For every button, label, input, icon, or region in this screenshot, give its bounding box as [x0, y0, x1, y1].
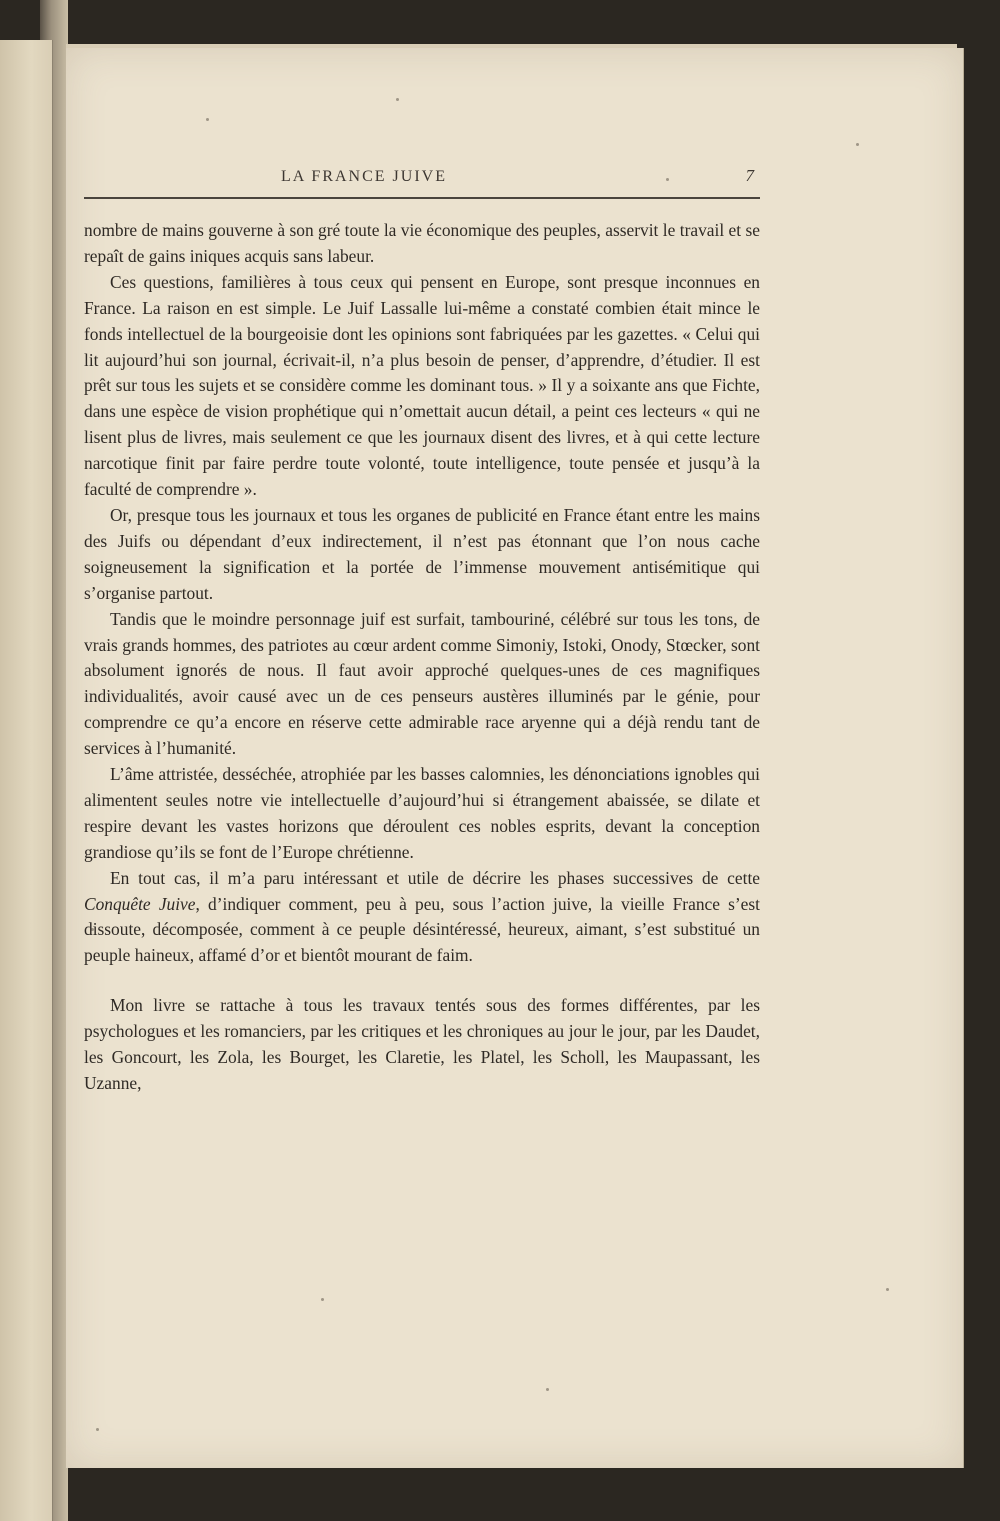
- previous-page-edge: [0, 40, 53, 1521]
- paragraph: L’âme attristée, desséchée, atrophiée par les basses calomnies, les dénonciations ignobles qui alimentent seules notre vie intellectuelle d’aujourd’hui si étrangement abaissée, se dilate et respire devant les vastes horizons que déroulent ces nobles esprits, devant la conception grandiose qu’ils se font de l’Europe chrétienne.: [84, 764, 760, 862]
- paper-speck: [886, 1288, 889, 1291]
- book-title-italic: Conquête Juive: [84, 893, 196, 914]
- paragraph: [84, 866, 760, 970]
- paper-speck: [206, 118, 209, 121]
- header-rule: [84, 197, 760, 199]
- paper-speck: [546, 1388, 549, 1391]
- paper-speck: [321, 1298, 324, 1301]
- paragraph: Or, presque tous les journaux et tous les organes de publicité en France étant entre les mains des Juifs ou dépendant d’eux indirectement, il n’est pas étonnant que l’on nous cache soigneusement la signification et la portée de l’immense mouvement antisémitique qui s’organise partout.: [84, 504, 760, 603]
- paragraph-text: En tout cas, il m’a paru intéressant et utile de décrire les phases successives de cette: [110, 867, 760, 888]
- paper-speck: [396, 98, 399, 101]
- paragraph: Ces questions, familières à tous ceux qui pensent en Europe, sont presque inconnues en France. La raison en est simple. Le Juif Lassalle lui-même a constaté combien était mince le fonds intellectuel de la bourgeoisie dont les opinions sont fabriquées par les gazettes. « Celui qui lit aujourd’hui son journal, écrivait-il, n’a plus besoin de penser, d’apprendre, d’étudier. Il est prêt sur tous les sujets et se considère comme les dominant tous. » Il y a soixante ans que Fichte, dans une espèce de vision prophétique qui n’omettait aucun détail, a peint ces lecteurs « qui ne lisent plus de livres, mais seulement ce que les journaux disent des livres, et à qui cette lecture narcotique finit par faire perdre toute volonté, toute intelligence, toute pensée et jusqu’à la faculté de comprendre ».: [84, 271, 760, 500]
- paragraph: Tandis que le moindre personnage juif est surfait, tambouriné, célébré sur tous les tons, de vrais grands hommes, des patriotes au cœur ardent comme Simoniy, Istoki, Onody, Stœcker, sont absolument ignorés de nous. Il faut avoir approché quelques-unes de ces magnifiques individualités, avoir causé avec un de ces penseurs austères illuminés par le génie, pour comprendre ce qu’a encore en réserve cette admirable race aryenne qui a déjà rendu tant de services à l’humanité.: [84, 608, 760, 759]
- page-header: [84, 166, 772, 194]
- paper-speck: [96, 1428, 99, 1431]
- paragraph: Mon livre se rattache à tous les travaux tentés sous des formes différentes, par les psychologues et les romanciers, par les critiques et les chroniques au jour le jour, par les Daudet, les Goncourt, les Zola, les Bourget, les Claretie, les Platel, les Scholl, les Maupassant, les Uzanne,: [84, 995, 760, 1093]
- paragraph-text: , d’indiquer comment, peu à peu, sous l’action juive, la vieille France s’est dissoute, décomposée, comment à ce peuple désintéressé, heureux, aimant, s’est substitué un peuple haineux, affamé d’or et bientôt mourant de faim.: [84, 893, 760, 966]
- running-title: LA FRANCE JUIVE: [280, 168, 447, 185]
- paper-speck: [856, 143, 859, 146]
- body-text: [84, 218, 760, 1097]
- page-number: 7: [745, 166, 754, 185]
- paragraph: nombre de mains gouverne à son gré toute la vie économique des peuples, asservit le travail et se repaît de gains iniques acquis sans labeur.: [84, 220, 760, 266]
